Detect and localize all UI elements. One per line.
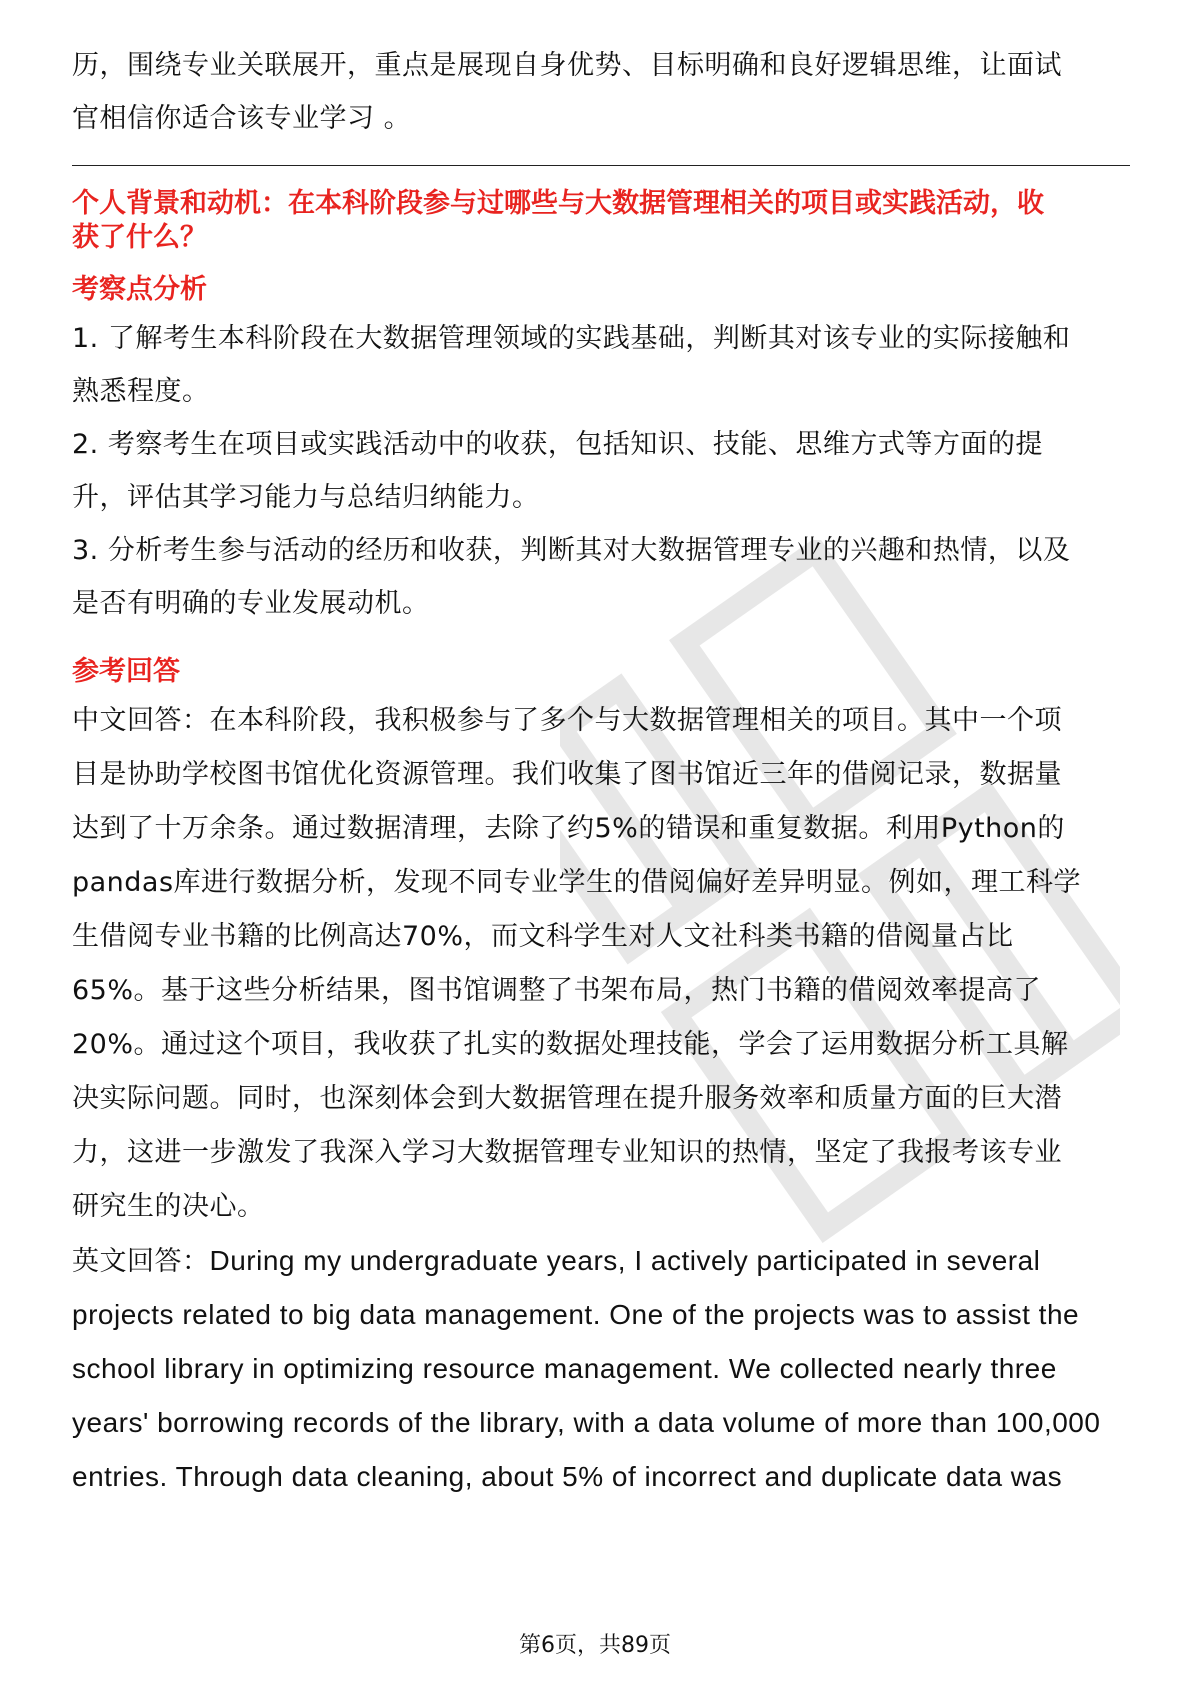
intro-line-1: 历，围绕专业关联展开，重点是展现自身优势、目标明确和良好逻辑思维，让面试	[72, 50, 1062, 81]
chinese-answer-line: 中文回答：在本科阶段，我积极参与了多个与大数据管理相关的项目。其中一个项	[72, 705, 1062, 736]
analysis-line: 升，评估其学习能力与总结归纳能力。	[72, 482, 540, 513]
chinese-answer-line: 达到了十万余条。通过数据清理，去除了约5%的错误和重复数据。利用Python的	[72, 813, 1065, 844]
analysis-heading: 考察点分析	[72, 274, 207, 305]
chinese-answer-line: 生借阅专业书籍的比例高达70%，而文科学生对人文社科类书籍的借阅量占比	[72, 921, 1014, 952]
english-answer-line: entries. Through data cleaning, about 5% of incorrect and duplicate data was	[72, 1461, 1063, 1492]
english-answer-line: school library in optimizing resource management. We collected nearly three	[72, 1353, 1057, 1384]
english-answer-text: During my undergraduate years, I actively participated in several	[209, 1245, 1041, 1276]
chinese-answer-line: 研究生的决心。	[72, 1191, 265, 1222]
analysis-line: 1. 了解考生本科阶段在大数据管理领域的实践基础，判断其对该专业的实际接触和	[72, 323, 1071, 354]
chinese-answer-line: pandas库进行数据分析，发现不同专业学生的借阅偏好差异明显。例如，理工科学	[72, 867, 1082, 898]
analysis-line: 3. 分析考生参与活动的经历和收获，判断其对大数据管理专业的兴趣和热情，以及	[72, 535, 1071, 566]
chinese-answer-line: 65%。基于这些分析结果，图书馆调整了书架布局，热门书籍的借阅效率提高了	[72, 975, 1042, 1006]
english-answer-line: projects related to big data management. One of the projects was to assist the	[72, 1299, 1080, 1330]
chinese-answer-line: 20%。通过这个项目，我收获了扎实的数据处理技能，学会了运用数据分析工具解	[72, 1029, 1069, 1060]
chinese-answer-line: 目是协助学校图书馆优化资源管理。我们收集了图书馆近三年的借阅记录，数据量	[72, 759, 1062, 790]
page-number: 第6页，共89页	[519, 1633, 671, 1658]
question-line-2: 获了什么？	[72, 222, 207, 253]
section-divider	[72, 165, 1130, 166]
reference-heading: 参考回答	[72, 656, 180, 687]
analysis-line: 熟悉程度。	[72, 376, 210, 407]
question-line-1: 个人背景和动机：在本科阶段参与过哪些与大数据管理相关的项目或实践活动，收	[72, 188, 1044, 219]
english-answer-line-1	[72, 1232, 1130, 1291]
analysis-line: 是否有明确的专业发展动机。	[72, 588, 430, 619]
analysis-line: 2. 考察考生在项目或实践活动中的收获，包括知识、技能、思维方式等方面的提	[72, 429, 1043, 460]
chinese-answer-line: 力，这进一步激发了我深入学习大数据管理专业知识的热情，坚定了我报考该专业	[72, 1137, 1062, 1168]
english-answer-label: 英文回答：	[72, 1246, 210, 1277]
english-answer-line: years' borrowing records of the library, with a data volume of more than 100,000	[72, 1407, 1101, 1438]
intro-line-2: 官相信你适合该专业学习 。	[72, 103, 412, 134]
chinese-answer-line: 决实际问题。同时，也深刻体会到大数据管理在提升服务效率和质量方面的巨大潜	[72, 1083, 1062, 1114]
